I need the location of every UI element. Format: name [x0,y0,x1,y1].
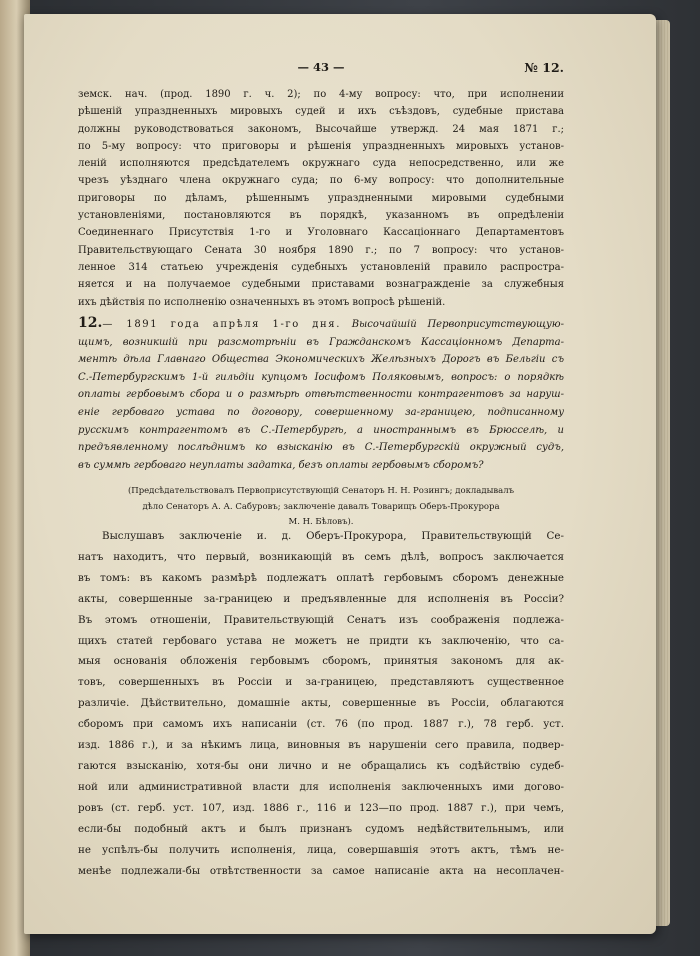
text-line: сборомъ при самомъ ихъ написаніи (ст. 76 (по прод. 1887 г.), 78 герб. уст. [78,718,564,731]
case-line: щимъ, возникшій при разсмотрѣніи въ Гражданскомъ Кассаціонномъ Департа- [78,336,564,348]
text-line: установленіями, постановляются въ порядкѣ, указанномъ въ опредѣленіи [78,210,564,222]
text-line: ленное 314 статьею учрежденія судебныхъ установленій правило распростра- [78,261,564,273]
text-line: натъ находитъ, что первый, возникающій въ семъ дѣлѣ, вопросъ заключается [78,550,564,563]
presiding-note [78,484,564,531]
text-line: не успѣлъ-бы получить исполненія, лица, совершавшія этотъ актъ, тѣмъ не- [78,843,564,856]
text-line: менѣе подлежали-бы отвѣтственности за самое написаніе акта на несоплачен- [78,864,564,877]
text-line: если-бы подобный актъ и былъ признанъ судомъ недѣйствительнымъ, или [78,822,564,835]
text-line: леній исполняются предсѣдателемъ окружнаго суда непосредственно, или же [78,158,564,170]
case-line: русскимъ контрагентомъ въ С.-Петербургѣ, а иностраннымъ въ Брюсселѣ, и [78,424,564,436]
case-line: въ суммѣ гербоваго неуплаты задатка, безъ оплаты гербовымъ сборомъ? [78,459,484,471]
text-line: должны руководствоваться закономъ, Высочайше утвержд. 24 мая 1871 г.; [78,123,564,135]
text-line: по 5-му вопросу: что приговоры и рѣшенія упраздненныхъ мировыхъ установ- [78,140,564,152]
text-line: изд. 1886 г.), и за нѣкимъ лица, виновныя въ нарушеніи сего правила, подвер- [78,739,564,752]
text-line: ихъ дѣйствія по исполненію означенныхъ въ этомъ вопросѣ рѣшеній. [78,296,446,308]
case-text: Высочайшій Первоприсутствующую- [351,319,564,330]
text-line: Выслушавъ заключеніе и. д. Оберъ-Прокурора, Правительствующій Се- [102,530,564,542]
text-line: Соединеннаго Присутствія 1-го и Уголовнаго Кассаціоннаго Департаментовъ [78,227,564,239]
note-line: дѣло Сенаторъ А. А. Сабуровъ; заключеніе давалъ Товарищъ Оберъ-Прокурора [142,501,500,512]
text-line: рѣшеній упраздненныхъ мировыхъ судей и ихъ съѣздовъ, судебные пристава [78,106,564,118]
case-line: ментѣ дѣла Главнаго Общества Экономическихъ Желѣзныхъ Дорогъ въ Бельгіи съ [78,354,564,366]
text-line: гаются взысканію, хотя-бы они лично и не обращались къ содѣйствію судеб- [78,759,564,772]
decision-paragraph [78,526,564,881]
text-line: мыя основанія обложенія гербовымъ сборомъ, принятыя закономъ для ак- [78,655,564,668]
opening-paragraph [78,86,564,311]
text-line: товъ, совершенныхъ въ Россіи и за-границею, представляютъ существенное [78,676,564,689]
case-date: — 1891 года апрѣля 1-го дня. [102,319,341,330]
text-line: щихъ статей гербоваго устава не можетъ не придти къ заключенію, что са- [78,634,564,647]
text-line: няется и на получаемое судебными приставами вознагражденіе за служебныя [78,279,564,291]
case-line: предъявленному послѣднимъ ко взысканію въ С.-Петербургскій окружный судъ, [78,442,564,454]
text-line: приговоры по дѣламъ, рѣшеннымъ упраздненными мировыми судебными [78,192,564,204]
text-line: различіе. Дѣйствительно, домашніе акты, совершенные въ Россіи, облагаются [78,697,564,710]
text-line: земск. нач. (прод. 1890 г. ч. 2); по 4-му вопросу: что, при исполнении [78,89,564,100]
text-line: ной или административной власти для исполненія заключенныхъ ими догово- [78,780,564,793]
issue-number: № 12. [524,60,564,75]
note-line: (Предсѣдательствовалъ Первоприсутствующій Сенаторъ Н. Н. Розингъ; докладывалъ [127,486,515,496]
text-line: Правительствующаго Сената 30 ноября 1890 г.; по 7 вопросу: что установ- [78,244,564,256]
text-line: ровъ (ст. герб. уст. 107, изд. 1886 г., 116 и 123—по прод. 1887 г.), при чемъ, [78,801,564,814]
page-number: — 43 — [297,60,345,74]
text-line: въ томъ: въ какомъ размѣрѣ подлежатъ оплатѣ гербовымъ сборомъ денежные [78,571,564,584]
text-line: чрезъ уѣзднаго члена окружнаго суда; по 6-му вопросу: что дополнительные [78,175,564,187]
text-line: Въ этомъ отношеніи, Правительствующій Сенатъ изъ соображенія подлежа- [78,613,564,626]
case-line: С.-Петербургскимъ 1-й гильдіи купцомъ Іосифомъ Поляковымъ, вопросъ: о порядкѣ [78,371,564,383]
note-line: М. Н. Бѣловъ). [288,517,354,527]
case-line: еніе гербоваго устава по договору, совершенному за-границею, подписанному [78,406,564,418]
case-heading [78,315,564,474]
case-first-line [78,315,564,334]
page-header [78,60,564,78]
page-stack-edge [654,20,670,926]
case-number: 12. [78,315,103,331]
text-line: акты, совершенные за-границею и предъявленные для исполненія въ Россіи? [78,592,564,605]
case-line: оплаты гербовымъ сбора и о размѣрѣ отвѣтственности контрагентовъ за наруш- [78,389,564,401]
